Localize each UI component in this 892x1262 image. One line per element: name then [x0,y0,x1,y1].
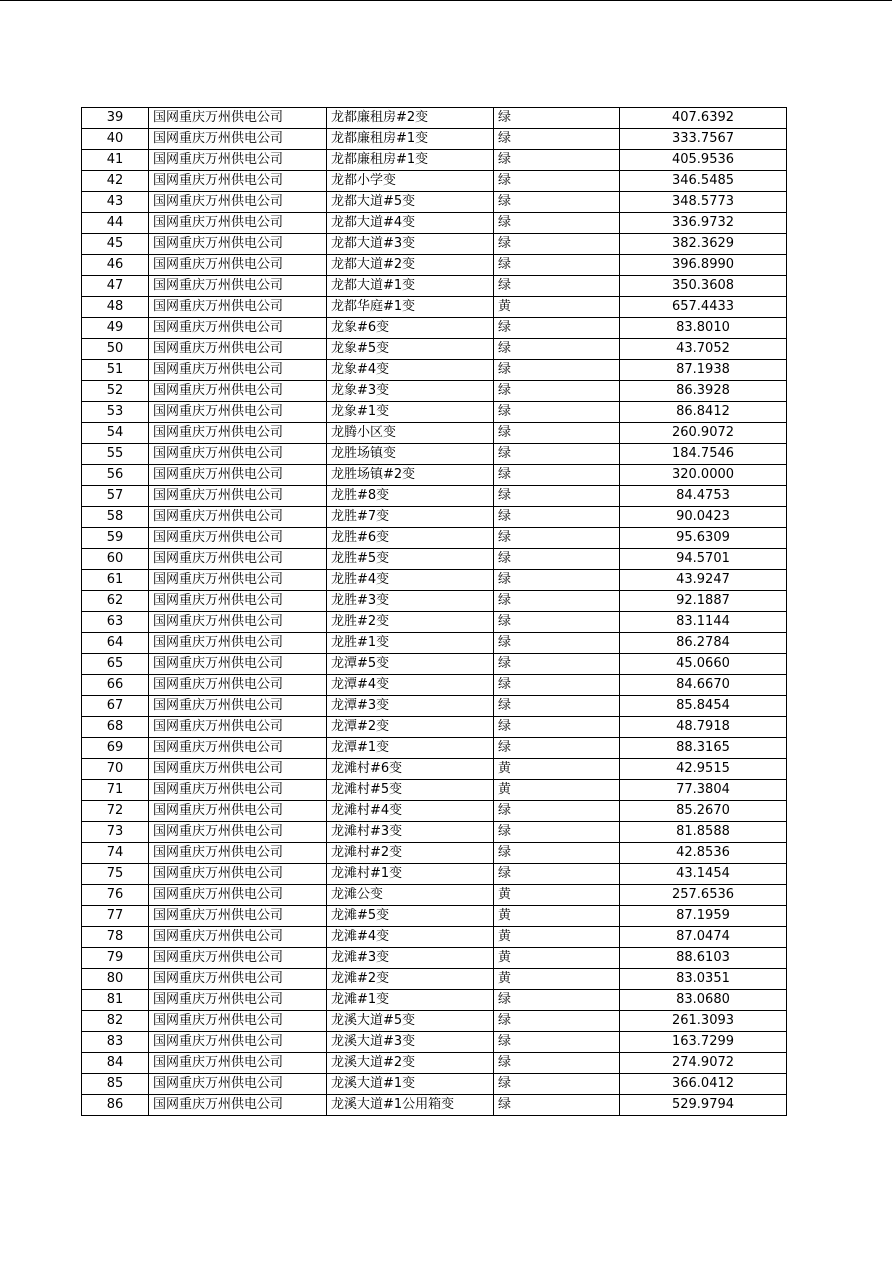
row-number-cell: 42 [82,171,149,192]
transformer-name-cell: 龙胜#7变 [327,507,494,528]
row-number-cell: 64 [82,633,149,654]
row-number-cell: 54 [82,423,149,444]
table-row [82,549,787,570]
transformer-name-cell: 龙滩#5变 [327,906,494,927]
transformer-name-cell: 龙滩村#4变 [327,801,494,822]
status-cell: 绿 [494,612,620,633]
transformer-name-cell: 龙胜#6变 [327,528,494,549]
row-number-cell: 76 [82,885,149,906]
row-number-cell: 52 [82,381,149,402]
transformer-name-cell: 龙都廉租房#1变 [327,129,494,150]
value-cell: 81.8588 [620,822,787,843]
substation-table [81,107,787,1116]
value-cell: 87.1959 [620,906,787,927]
transformer-name-cell: 龙溪大道#1公用箱变 [327,1095,494,1116]
status-cell: 绿 [494,633,620,654]
transformer-name-cell: 龙胜场镇变 [327,444,494,465]
transformer-name-cell: 龙滩公变 [327,885,494,906]
transformer-name-cell: 龙溪大道#5变 [327,1011,494,1032]
status-cell: 绿 [494,549,620,570]
table-row [82,654,787,675]
row-number-cell: 74 [82,843,149,864]
table-row [82,297,787,318]
row-number-cell: 43 [82,192,149,213]
value-cell: 88.6103 [620,948,787,969]
table-row [82,570,787,591]
row-number-cell: 69 [82,738,149,759]
status-cell: 绿 [494,360,620,381]
transformer-name-cell: 龙胜#5变 [327,549,494,570]
transformer-name-cell: 龙都廉租房#1变 [327,150,494,171]
table-row [82,885,787,906]
row-number-cell: 79 [82,948,149,969]
value-cell: 86.8412 [620,402,787,423]
page-top-rule [0,0,892,1]
table-row [82,129,787,150]
company-cell: 国网重庆万州供电公司 [149,969,327,990]
status-cell: 绿 [494,465,620,486]
status-cell: 绿 [494,1032,620,1053]
table-row [82,234,787,255]
row-number-cell: 77 [82,906,149,927]
company-cell: 国网重庆万州供电公司 [149,1074,327,1095]
value-cell: 405.9536 [620,150,787,171]
row-number-cell: 83 [82,1032,149,1053]
table-row [82,822,787,843]
value-cell: 336.9732 [620,213,787,234]
value-cell: 382.3629 [620,234,787,255]
transformer-name-cell: 龙象#1变 [327,402,494,423]
company-cell: 国网重庆万州供电公司 [149,276,327,297]
company-cell: 国网重庆万州供电公司 [149,486,327,507]
value-cell: 274.9072 [620,1053,787,1074]
value-cell: 396.8990 [620,255,787,276]
value-cell: 163.7299 [620,1032,787,1053]
row-number-cell: 48 [82,297,149,318]
company-cell: 国网重庆万州供电公司 [149,906,327,927]
table-row [82,1011,787,1032]
row-number-cell: 66 [82,675,149,696]
row-number-cell: 53 [82,402,149,423]
table-row [82,906,787,927]
status-cell: 绿 [494,1053,620,1074]
value-cell: 43.7052 [620,339,787,360]
status-cell: 黄 [494,759,620,780]
value-cell: 83.8010 [620,318,787,339]
company-cell: 国网重庆万州供电公司 [149,192,327,213]
value-cell: 529.9794 [620,1095,787,1116]
row-number-cell: 67 [82,696,149,717]
transformer-name-cell: 龙溪大道#2变 [327,1053,494,1074]
row-number-cell: 45 [82,234,149,255]
row-number-cell: 47 [82,276,149,297]
value-cell: 87.1938 [620,360,787,381]
value-cell: 86.2784 [620,633,787,654]
row-number-cell: 78 [82,927,149,948]
company-cell: 国网重庆万州供电公司 [149,1053,327,1074]
transformer-name-cell: 龙都大道#3变 [327,234,494,255]
transformer-name-cell: 龙腾小区变 [327,423,494,444]
transformer-name-cell: 龙溪大道#1变 [327,1074,494,1095]
company-cell: 国网重庆万州供电公司 [149,297,327,318]
row-number-cell: 58 [82,507,149,528]
company-cell: 国网重庆万州供电公司 [149,549,327,570]
status-cell: 绿 [494,570,620,591]
status-cell: 绿 [494,381,620,402]
company-cell: 国网重庆万州供电公司 [149,717,327,738]
row-number-cell: 82 [82,1011,149,1032]
status-cell: 绿 [494,423,620,444]
company-cell: 国网重庆万州供电公司 [149,927,327,948]
row-number-cell: 44 [82,213,149,234]
value-cell: 84.6670 [620,675,787,696]
table-row [82,843,787,864]
status-cell: 黄 [494,906,620,927]
status-cell: 绿 [494,528,620,549]
table-body [82,108,787,1116]
status-cell: 黄 [494,780,620,801]
status-cell: 绿 [494,318,620,339]
row-number-cell: 80 [82,969,149,990]
company-cell: 国网重庆万州供电公司 [149,864,327,885]
company-cell: 国网重庆万州供电公司 [149,150,327,171]
transformer-name-cell: 龙滩村#1变 [327,864,494,885]
row-number-cell: 51 [82,360,149,381]
table-row [82,738,787,759]
status-cell: 黄 [494,969,620,990]
company-cell: 国网重庆万州供电公司 [149,780,327,801]
value-cell: 77.3804 [620,780,787,801]
company-cell: 国网重庆万州供电公司 [149,339,327,360]
table-row [82,381,787,402]
status-cell: 绿 [494,1011,620,1032]
status-cell: 绿 [494,255,620,276]
row-number-cell: 56 [82,465,149,486]
table-row [82,171,787,192]
table-row [82,1032,787,1053]
transformer-name-cell: 龙潭#1变 [327,738,494,759]
value-cell: 84.4753 [620,486,787,507]
table-row [82,612,787,633]
transformer-name-cell: 龙滩#2变 [327,969,494,990]
transformer-name-cell: 龙都大道#5变 [327,192,494,213]
company-cell: 国网重庆万州供电公司 [149,654,327,675]
table-row [82,717,787,738]
row-number-cell: 55 [82,444,149,465]
row-number-cell: 41 [82,150,149,171]
transformer-name-cell: 龙都大道#2变 [327,255,494,276]
table-row [82,423,787,444]
row-number-cell: 61 [82,570,149,591]
transformer-name-cell: 龙滩#1变 [327,990,494,1011]
status-cell: 绿 [494,696,620,717]
status-cell: 绿 [494,213,620,234]
status-cell: 绿 [494,276,620,297]
row-number-cell: 73 [82,822,149,843]
company-cell: 国网重庆万州供电公司 [149,465,327,486]
table-row [82,1095,787,1116]
table-row [82,108,787,129]
value-cell: 90.0423 [620,507,787,528]
value-cell: 85.2670 [620,801,787,822]
transformer-name-cell: 龙滩村#5变 [327,780,494,801]
value-cell: 48.7918 [620,717,787,738]
value-cell: 43.9247 [620,570,787,591]
company-cell: 国网重庆万州供电公司 [149,1095,327,1116]
value-cell: 333.7567 [620,129,787,150]
status-cell: 绿 [494,717,620,738]
transformer-name-cell: 龙都华庭#1变 [327,297,494,318]
transformer-name-cell: 龙滩村#3变 [327,822,494,843]
table-row [82,633,787,654]
status-cell: 绿 [494,234,620,255]
status-cell: 绿 [494,675,620,696]
table-row [82,969,787,990]
row-number-cell: 86 [82,1095,149,1116]
status-cell: 绿 [494,1074,620,1095]
value-cell: 320.0000 [620,465,787,486]
status-cell: 绿 [494,654,620,675]
table-row [82,948,787,969]
table-row [82,801,787,822]
row-number-cell: 60 [82,549,149,570]
value-cell: 45.0660 [620,654,787,675]
table-row [82,759,787,780]
status-cell: 绿 [494,843,620,864]
row-number-cell: 65 [82,654,149,675]
value-cell: 657.4433 [620,297,787,318]
table-row [82,150,787,171]
value-cell: 348.5773 [620,192,787,213]
company-cell: 国网重庆万州供电公司 [149,129,327,150]
value-cell: 350.3608 [620,276,787,297]
row-number-cell: 40 [82,129,149,150]
row-number-cell: 59 [82,528,149,549]
company-cell: 国网重庆万州供电公司 [149,675,327,696]
status-cell: 绿 [494,864,620,885]
row-number-cell: 75 [82,864,149,885]
transformer-name-cell: 龙滩#4变 [327,927,494,948]
row-number-cell: 57 [82,486,149,507]
transformer-name-cell: 龙都大道#1变 [327,276,494,297]
company-cell: 国网重庆万州供电公司 [149,1011,327,1032]
table-row [82,402,787,423]
status-cell: 黄 [494,927,620,948]
company-cell: 国网重庆万州供电公司 [149,591,327,612]
value-cell: 43.1454 [620,864,787,885]
status-cell: 绿 [494,990,620,1011]
table-row [82,486,787,507]
company-cell: 国网重庆万州供电公司 [149,633,327,654]
company-cell: 国网重庆万州供电公司 [149,885,327,906]
value-cell: 87.0474 [620,927,787,948]
table-row [82,360,787,381]
status-cell: 黄 [494,297,620,318]
table-row [82,927,787,948]
company-cell: 国网重庆万州供电公司 [149,528,327,549]
row-number-cell: 50 [82,339,149,360]
transformer-name-cell: 龙象#6变 [327,318,494,339]
value-cell: 346.5485 [620,171,787,192]
transformer-name-cell: 龙胜场镇#2变 [327,465,494,486]
row-number-cell: 85 [82,1074,149,1095]
status-cell: 绿 [494,738,620,759]
status-cell: 绿 [494,129,620,150]
row-number-cell: 81 [82,990,149,1011]
table-row [82,528,787,549]
value-cell: 92.1887 [620,591,787,612]
status-cell: 黄 [494,948,620,969]
transformer-name-cell: 龙胜#1变 [327,633,494,654]
transformer-name-cell: 龙溪大道#3变 [327,1032,494,1053]
company-cell: 国网重庆万州供电公司 [149,213,327,234]
transformer-name-cell: 龙胜#2变 [327,612,494,633]
table-row [82,990,787,1011]
value-cell: 42.9515 [620,759,787,780]
value-cell: 94.5701 [620,549,787,570]
transformer-name-cell: 龙滩村#6变 [327,759,494,780]
company-cell: 国网重庆万州供电公司 [149,171,327,192]
value-cell: 184.7546 [620,444,787,465]
row-number-cell: 39 [82,108,149,129]
table-row [82,1074,787,1095]
value-cell: 83.0680 [620,990,787,1011]
value-cell: 261.3093 [620,1011,787,1032]
value-cell: 86.3928 [620,381,787,402]
transformer-name-cell: 龙滩#3变 [327,948,494,969]
value-cell: 366.0412 [620,1074,787,1095]
status-cell: 绿 [494,591,620,612]
company-cell: 国网重庆万州供电公司 [149,360,327,381]
table-row [82,1053,787,1074]
company-cell: 国网重庆万州供电公司 [149,507,327,528]
company-cell: 国网重庆万州供电公司 [149,990,327,1011]
status-cell: 绿 [494,801,620,822]
row-number-cell: 63 [82,612,149,633]
company-cell: 国网重庆万州供电公司 [149,801,327,822]
company-cell: 国网重庆万州供电公司 [149,948,327,969]
row-number-cell: 72 [82,801,149,822]
status-cell: 绿 [494,192,620,213]
row-number-cell: 84 [82,1053,149,1074]
row-number-cell: 70 [82,759,149,780]
value-cell: 95.6309 [620,528,787,549]
transformer-name-cell: 龙象#3变 [327,381,494,402]
status-cell: 绿 [494,507,620,528]
transformer-name-cell: 龙胜#3变 [327,591,494,612]
company-cell: 国网重庆万州供电公司 [149,234,327,255]
company-cell: 国网重庆万州供电公司 [149,570,327,591]
row-number-cell: 62 [82,591,149,612]
company-cell: 国网重庆万州供电公司 [149,423,327,444]
table-row [82,276,787,297]
transformer-name-cell: 龙胜#8变 [327,486,494,507]
status-cell: 绿 [494,444,620,465]
table-row [82,444,787,465]
value-cell: 260.9072 [620,423,787,444]
value-cell: 42.8536 [620,843,787,864]
company-cell: 国网重庆万州供电公司 [149,822,327,843]
value-cell: 83.0351 [620,969,787,990]
row-number-cell: 46 [82,255,149,276]
value-cell: 88.3165 [620,738,787,759]
company-cell: 国网重庆万州供电公司 [149,759,327,780]
table-row [82,696,787,717]
status-cell: 绿 [494,822,620,843]
table-row [82,591,787,612]
status-cell: 绿 [494,339,620,360]
transformer-name-cell: 龙滩村#2变 [327,843,494,864]
row-number-cell: 68 [82,717,149,738]
table-row [82,507,787,528]
table-row [82,213,787,234]
table-row [82,675,787,696]
company-cell: 国网重庆万州供电公司 [149,738,327,759]
transformer-name-cell: 龙象#4变 [327,360,494,381]
status-cell: 绿 [494,486,620,507]
status-cell: 绿 [494,171,620,192]
transformer-name-cell: 龙都大道#4变 [327,213,494,234]
value-cell: 83.1144 [620,612,787,633]
table-row [82,864,787,885]
status-cell: 绿 [494,150,620,171]
table-row [82,192,787,213]
transformer-name-cell: 龙象#5变 [327,339,494,360]
value-cell: 257.6536 [620,885,787,906]
company-cell: 国网重庆万州供电公司 [149,381,327,402]
value-cell: 85.8454 [620,696,787,717]
status-cell: 绿 [494,1095,620,1116]
status-cell: 绿 [494,108,620,129]
value-cell: 407.6392 [620,108,787,129]
company-cell: 国网重庆万州供电公司 [149,255,327,276]
transformer-name-cell: 龙胜#4变 [327,570,494,591]
transformer-name-cell: 龙潭#3变 [327,696,494,717]
transformer-name-cell: 龙潭#5变 [327,654,494,675]
table-row [82,780,787,801]
company-cell: 国网重庆万州供电公司 [149,1032,327,1053]
transformer-name-cell: 龙都小学变 [327,171,494,192]
company-cell: 国网重庆万州供电公司 [149,108,327,129]
row-number-cell: 49 [82,318,149,339]
table-row [82,318,787,339]
table-row [82,255,787,276]
transformer-name-cell: 龙潭#4变 [327,675,494,696]
status-cell: 绿 [494,402,620,423]
table-row [82,339,787,360]
company-cell: 国网重庆万州供电公司 [149,696,327,717]
table-row [82,465,787,486]
company-cell: 国网重庆万州供电公司 [149,444,327,465]
row-number-cell: 71 [82,780,149,801]
company-cell: 国网重庆万州供电公司 [149,402,327,423]
company-cell: 国网重庆万州供电公司 [149,843,327,864]
status-cell: 黄 [494,885,620,906]
transformer-name-cell: 龙潭#2变 [327,717,494,738]
company-cell: 国网重庆万州供电公司 [149,612,327,633]
transformer-name-cell: 龙都廉租房#2变 [327,108,494,129]
company-cell: 国网重庆万州供电公司 [149,318,327,339]
